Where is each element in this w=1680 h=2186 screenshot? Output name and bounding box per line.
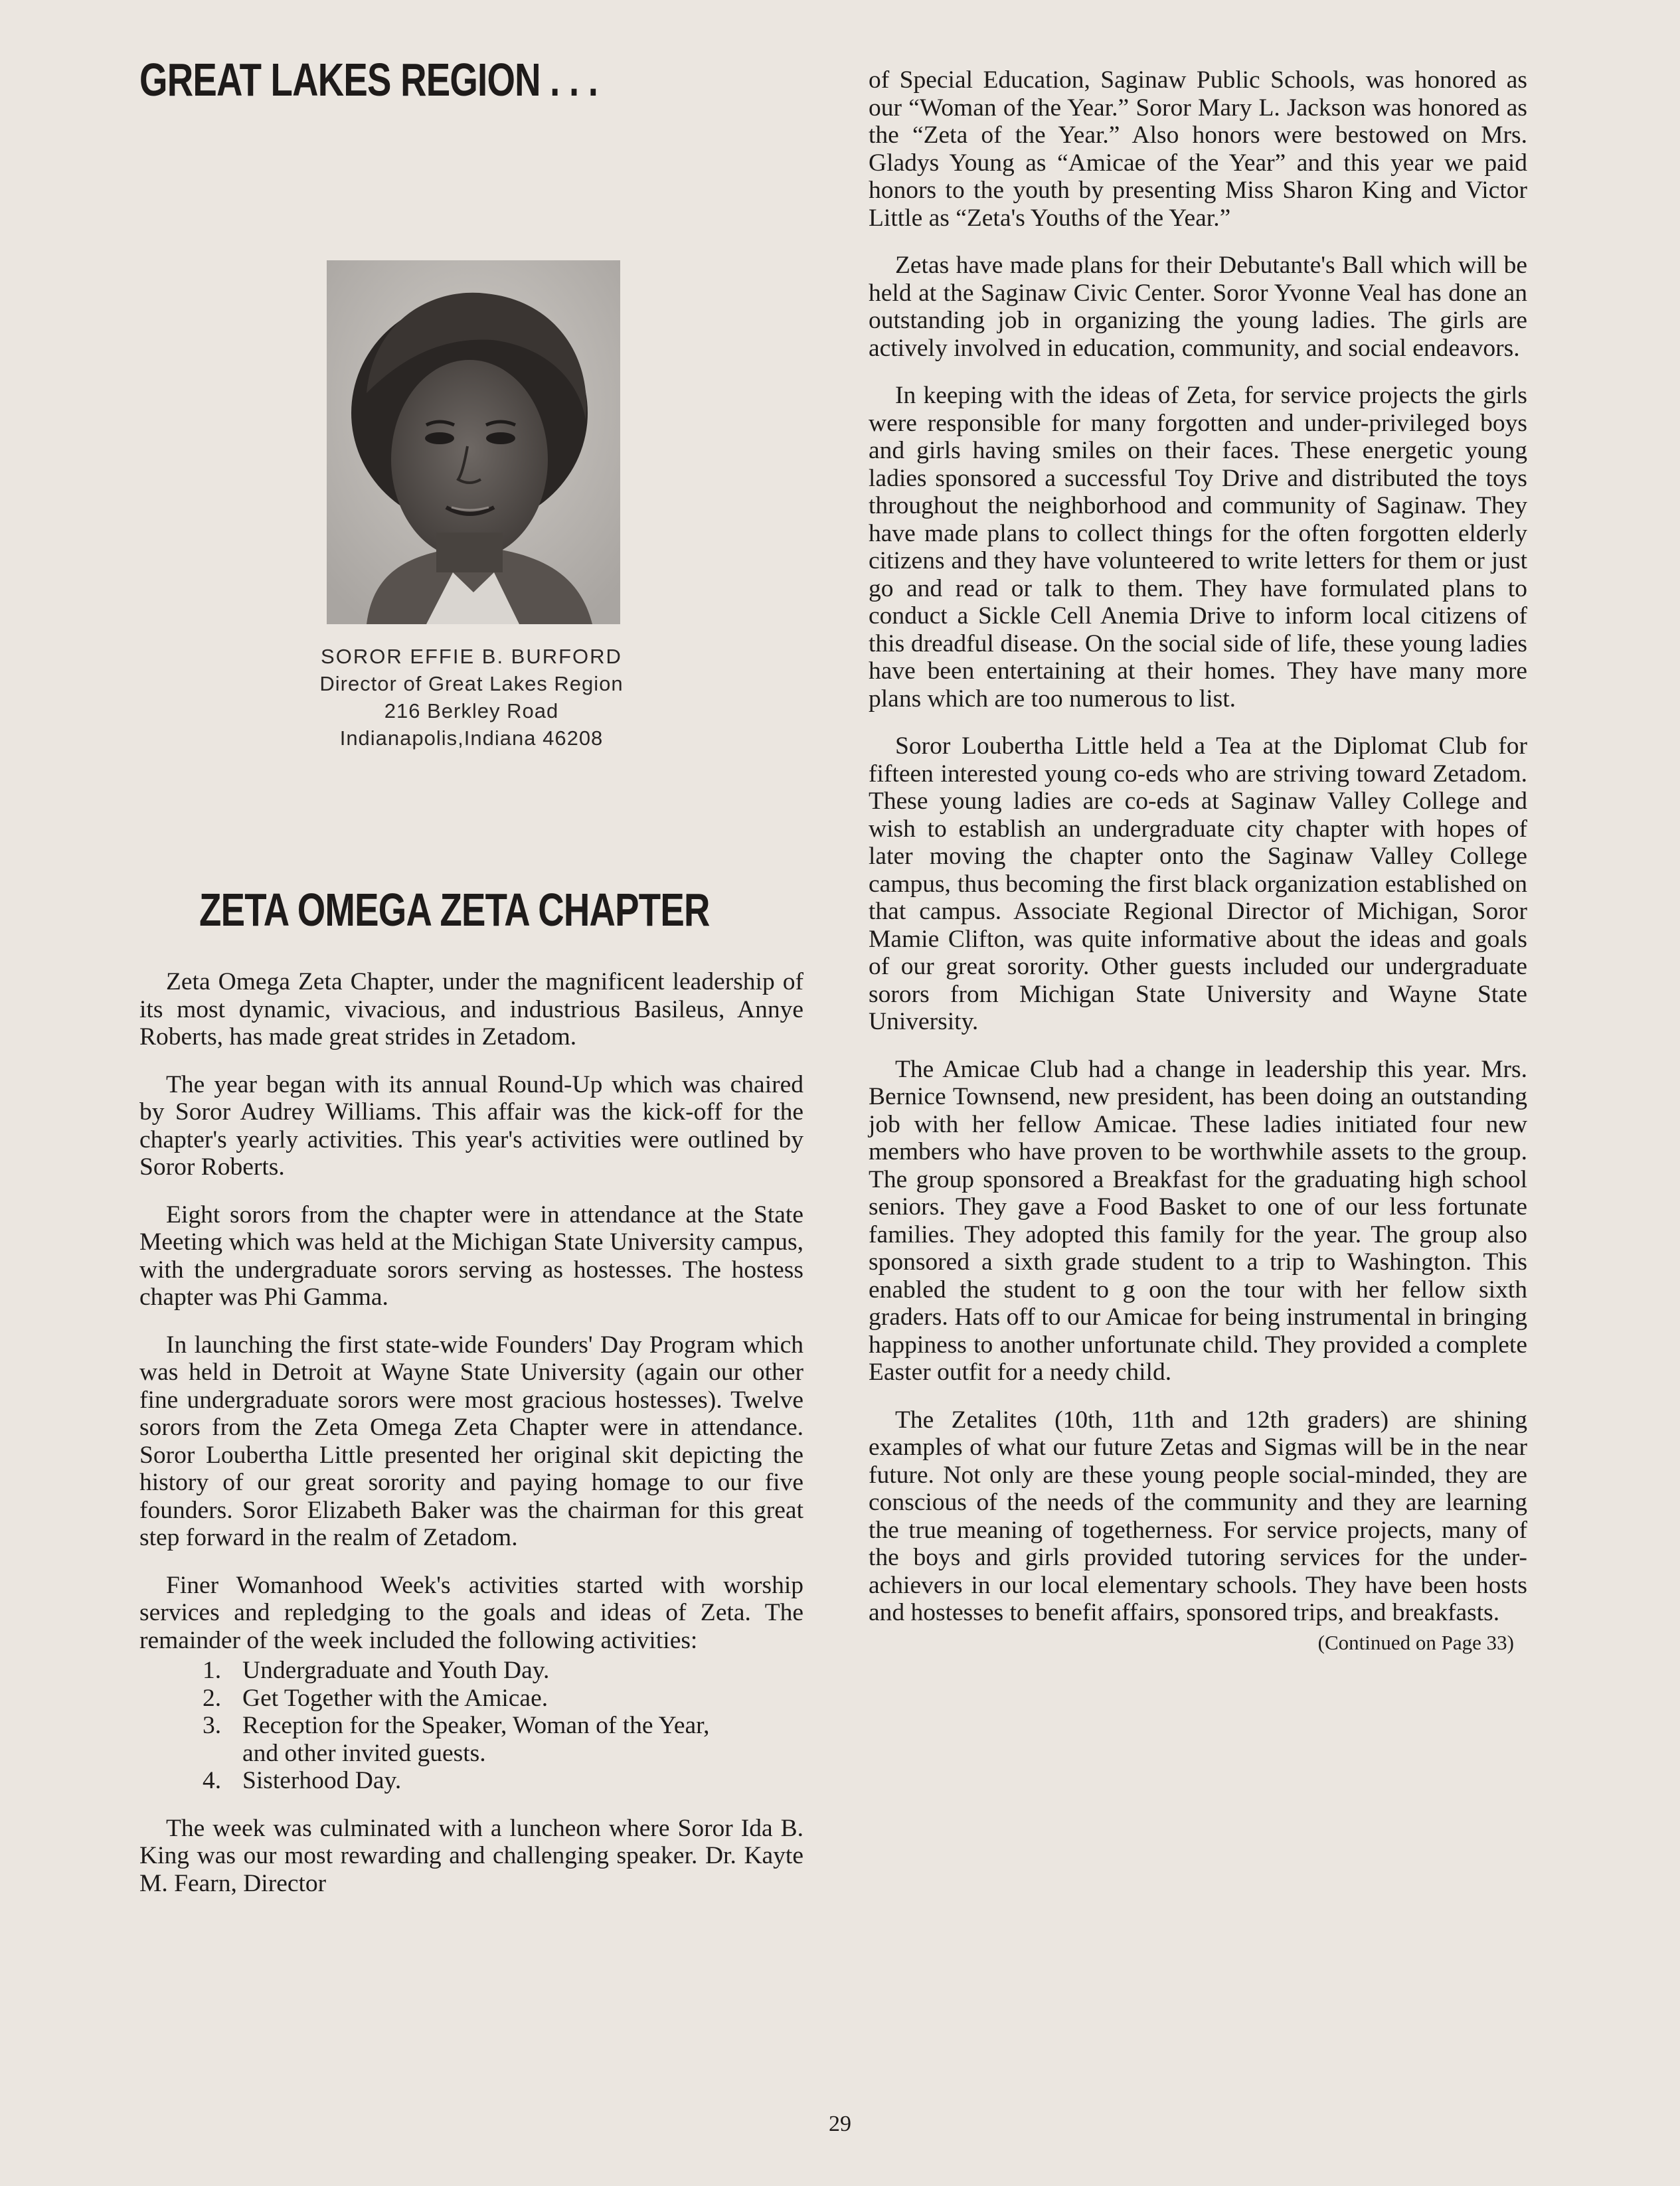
- chapter-heading: ZETA OMEGA ZETA CHAPTER: [199, 884, 710, 936]
- list-item-number: 1.: [203, 1657, 222, 1684]
- director-city: Indianapolis,Indiana 46208: [339, 726, 604, 750]
- list-item-text: Sisterhood Day.: [242, 1767, 402, 1794]
- article-paragraph: In keeping with the ideas of Zeta, for service projects the girls were responsible for many forgotten and under-privileged boys and girls having smiles on their faces. These energetic young ladies sponsored a successful Toy Drive and distributed the toys throughout the neighborhood and community of Saginaw. They have made plans to collect things for the often forgotten elderly citizens and they have volunteered to write letters for them or just go and read or talk to them. They have formulated plans to conduct a Sickle Cell Anemia Drive to inform local citizens of this dreadful disease. On the social side of life, these young ladies have been entertaining at their homes. They have many more plans which are too numerous to list.: [869, 382, 1527, 713]
- list-item-number: 2.: [203, 1684, 222, 1712]
- article-paragraph: In launching the first state-wide Founders' Day Program which was held in Detroit at Wayne State University (again our other fine undergraduate sorors were most gracious hostesses). Twelve sorors from the Zeta Omega Zeta Chapter were in attendance. Soror Loubertha Little presented her original skit depicting the history of our great sorority and paying homage to our five founders. Soror Elizabeth Baker was the chairman for this great step forward in the realm of Zetadom.: [139, 1331, 803, 1551]
- list-item-text: Undergraduate and Youth Day.: [242, 1657, 550, 1684]
- list-item: [203, 1712, 803, 1767]
- page-number: 29: [829, 2112, 851, 2136]
- article-paragraph: Zetas have made plans for their Debutante's Ball which will be held at the Saginaw Civic Center. Soror Yvonne Veal has done an outstanding job in organizing the young ladies. The girls are actively involved in education, community, and social endeavors.: [869, 252, 1527, 362]
- list-item-number: 3.: [203, 1712, 222, 1739]
- list-item-number: 4.: [203, 1767, 222, 1794]
- region-heading: GREAT LAKES REGION . . .: [139, 54, 598, 106]
- list-item: [203, 1767, 803, 1795]
- article-paragraph: The Amicae Club had a change in leadership this year. Mrs. Bernice Townsend, new president, has been doing an outstanding job with her fellow Amicae. These ladies initiated four new members who have proven to be worthwhile assets to the group. The group sponsored a Breakfast for the graduating high school seniors. They gave a Food Basket to one of our less fortunate families. They adopted this family for the year. The group also sponsored a sixth grade student to a trip to Washington. This enabled the student to g oon the tour with her fellow sixth graders. Hats off to our Amicae for being instrumental in bringing happiness to another unfortunate child. They provided a complete Easter outfit for a needy child.: [869, 1055, 1527, 1386]
- continued-note: (Continued on Page 33): [1317, 1630, 1514, 1654]
- activities-list: [139, 1657, 803, 1795]
- list-item: [203, 1657, 803, 1685]
- article-paragraph: Eight sorors from the chapter were in attendance at the State Meeting which was held at the Michigan State University campus, with the undergraduate sorors serving as hostesses. The hostess chapter was Phi Gamma.: [139, 1201, 803, 1311]
- director-portrait-photo: [327, 260, 620, 624]
- right-column: [869, 66, 1527, 1655]
- director-name: SOROR EFFIE B. BURFORD: [321, 645, 622, 668]
- portrait-caption: [139, 643, 803, 752]
- article-paragraph: Soror Loubertha Little held a Tea at the Diplomat Club for fifteen interested young co-eds who are striving toward Zetadom. These young ladies are co-eds at Saginaw Valley College and wish to establish an undergraduate city chapter with hopes of later moving the chapter onto the Saginaw Valley College campus, thus becoming the first black organization established on that campus. Associate Regional Director of Michigan, Soror Mamie Clifton, was quite informative about the ideas and goals of our great sorority. Other guests included our undergraduate sorors from Michigan State University and Wayne State University.: [869, 732, 1527, 1035]
- article-paragraph: Zeta Omega Zeta Chapter, under the magnificent leadership of its most dynamic, vivacious, and industrious Basileus, Annye Roberts, has made great strides in Zetadom.: [139, 968, 803, 1051]
- portrait-illustration: [327, 260, 620, 624]
- list-item-text: Reception for the Speaker, Woman of the Year, and other invited guests.: [242, 1712, 710, 1767]
- article-paragraph: of Special Education, Saginaw Public Schools, was honored as our “Woman of the Year.” Soror Mary L. Jackson was honored as the “Zeta of the Year.” Also honors were bestowed on Mrs. Gladys Young as “Amicae of the Year” and this year we paid honors to the youth by presenting Miss Sharon King and Victor Little as “Zeta's Youths of the Year.”: [869, 66, 1527, 232]
- list-item: [203, 1685, 803, 1713]
- director-title: Director of Great Lakes Region: [319, 672, 624, 695]
- director-street: 216 Berkley Road: [384, 699, 559, 722]
- left-article-body: [139, 968, 803, 1917]
- article-paragraph: The Zetalites (10th, 11th and 12th graders) are shining examples of what our future Zetas and Sigmas will be in the near future. Not only are these young people social-minded, they are conscious of the needs of the community and they are learning the true meaning of togetherness. For service projects, many of the boys and girls provided tutoring services for the under-achievers in our local elementary schools. They have been hosts and hostesses to benefit affairs, sponsored trips, and breakfasts.: [869, 1406, 1527, 1626]
- list-item-text: Get Together with the Amicae.: [242, 1684, 548, 1712]
- left-column: [139, 53, 803, 1897]
- article-paragraph: Finer Womanhood Week's activities started with worship services and repledging to the goals and ideas of Zeta. The remainder of the week included the following activities:: [139, 1571, 803, 1654]
- article-paragraph: The year began with its annual Round-Up which was chaired by Soror Audrey Williams. This affair was the kick-off for the chapter's yearly activities. This year's activities were outlined by Soror Roberts.: [139, 1070, 803, 1181]
- article-paragraph: The week was culminated with a luncheon where Soror Ida B. King was our most rewarding and challenging speaker. Dr. Kayte M. Fearn, Director: [139, 1814, 803, 1897]
